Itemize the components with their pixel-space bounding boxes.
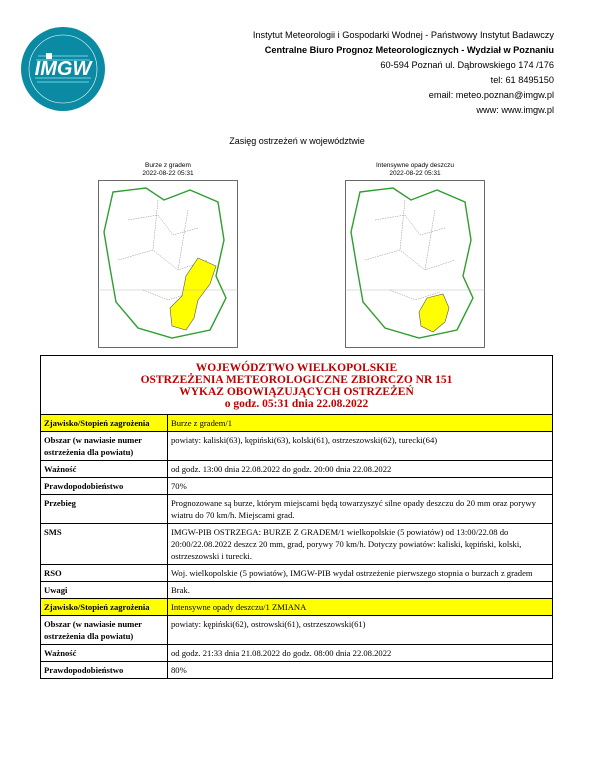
row-value: powiaty: kaliski(63), kępiński(63), kolski(61), ostrzeszowski(62), turecki(64) (168, 432, 553, 461)
row-label: Przebieg (41, 495, 168, 524)
row-value: 70% (168, 478, 553, 495)
table-row (41, 616, 553, 645)
row-label: Obszar (w nawiasie numer ostrzeżenia dla powiatu) (41, 432, 168, 461)
table-row (41, 461, 553, 478)
table-row (41, 415, 553, 432)
heading-line: o godz. 05:31 dnia 22.08.2022 (224, 398, 369, 410)
table-row (41, 599, 553, 616)
table-row (41, 432, 553, 461)
row-label: Zjawisko/Stopień zagrożenia (41, 599, 168, 616)
table-row (41, 495, 553, 524)
logo-text: IMGW (34, 58, 92, 80)
map-date: 2022-08-22 05:31 (389, 170, 441, 177)
table-row (41, 582, 553, 599)
warnings-table (40, 355, 553, 679)
row-label: Zjawisko/Stopień zagrożenia (41, 415, 168, 432)
section-title: Zasięg ostrzeżeń w województwie (229, 136, 365, 146)
phone: tel: 61 8495150 (490, 75, 554, 85)
row-label: Prawdopodobieństwo (41, 662, 168, 679)
row-value: IMGW-PIB OSTRZEGA: BURZE Z GRADEM/1 wielkopolskie (5 powiatów) od 13:00/22.08 do 20:00/22.08.2022 deszcz 20 mm, grad, porywy 70 km/h. Dotyczy powiatów: kaliski, kępiński, kolski, ostrzeszowski i turecki. (168, 524, 553, 565)
table-heading (41, 356, 553, 415)
row-value: Intensywne opady deszczu/1 ZMIANA (168, 599, 553, 616)
row-value: Woj. wielkopolskie (5 powiatów), IMGW-PIB wydał ostrzeżenie pierwszego stopnia o burzach z gradem (168, 565, 553, 582)
table-row (41, 645, 553, 662)
row-value: powiaty: kępiński(62), ostrowski(61), ostrzeszowski(61) (168, 616, 553, 645)
row-value: od godz. 13:00 dnia 22.08.2022 do godz. 20:00 dnia 22.08.2022 (168, 461, 553, 478)
table-row (41, 565, 553, 582)
row-value: Burze z gradem/1 (168, 415, 553, 432)
row-value: od godz. 21:33 dnia 21.08.2022 do godz. 08:00 dnia 22.08.2022 (168, 645, 553, 662)
row-label: Ważność (41, 645, 168, 662)
org-name: Instytut Meteorologii i Gospodarki Wodnej - Państwowy Instytut Badawczy (252, 30, 554, 40)
table-row (41, 524, 553, 565)
map-storms (98, 162, 238, 348)
heading-line: WYKAZ OBOWIĄZUJĄCYCH OSTRZEŻEŃ (179, 386, 414, 398)
map-rain (345, 162, 485, 348)
row-label: Uwagi (41, 582, 168, 599)
row-label: SMS (41, 524, 168, 565)
imgw-logo (20, 26, 106, 112)
heading-line: OSTRZEŻENIA METEOROLOGICZNE ZBIORCZO NR 151 (140, 374, 453, 386)
row-value: Prognozowane są burze, którym miejscami będą towarzyszyć silne opady deszczu do 20 mm oraz porywy wiatru do 70 km/h. Miejscami grad. (168, 495, 553, 524)
heading-line: WOJEWÓDZTWO WIELKOPOLSKIE (195, 362, 398, 374)
map-title: Intensywne opady deszczu (375, 162, 455, 169)
row-label: RSO (41, 565, 168, 582)
map-image (345, 180, 485, 348)
row-label: Prawdopodobieństwo (41, 478, 168, 495)
table-heading-row (41, 356, 553, 415)
header-info (253, 28, 554, 118)
row-label: Obszar (w nawiasie numer ostrzeżenia dla powiatu) (41, 616, 168, 645)
address: 60-594 Poznań ul. Dąbrowskiego 174 /176 (380, 60, 554, 70)
table-row (41, 662, 553, 679)
map-image (98, 180, 238, 348)
email: email: meteo.poznan@imgw.pl (428, 90, 554, 100)
row-label: Ważność (41, 461, 168, 478)
map-title: Burze z gradem (145, 162, 191, 169)
map-date: 2022-08-22 05:31 (142, 170, 194, 177)
row-value: 80% (168, 662, 553, 679)
table-row (41, 478, 553, 495)
website: www: www.imgw.pl (476, 105, 554, 115)
office-name: Centralne Biuro Prognoz Meteorologicznych - Wydział w Poznaniu (264, 45, 554, 55)
row-value: Brak. (168, 582, 553, 599)
